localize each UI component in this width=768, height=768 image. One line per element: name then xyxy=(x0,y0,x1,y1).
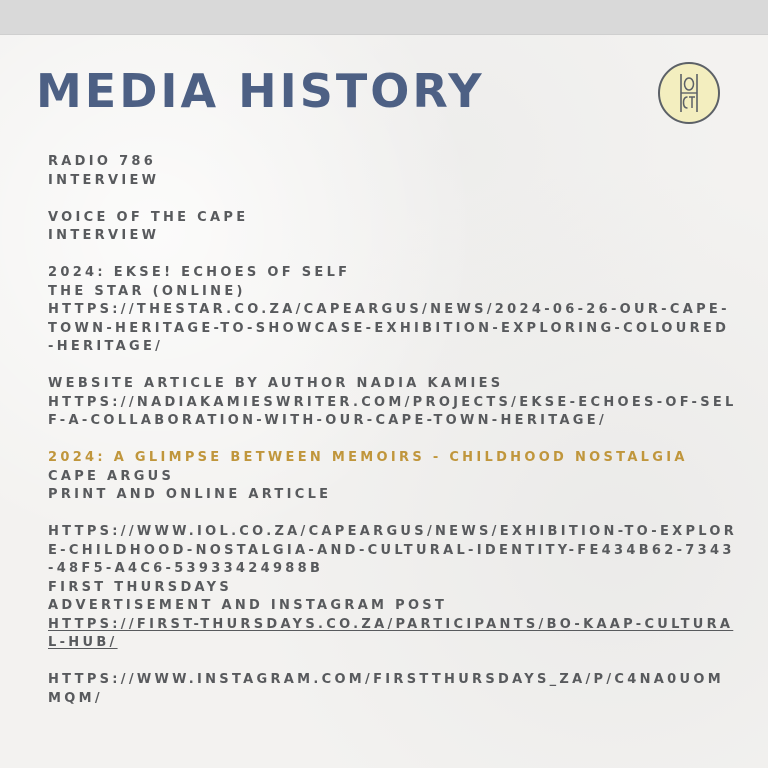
entry-glimpse-between-memoirs xyxy=(48,449,738,505)
entry-outlet: CAPE ARGUS xyxy=(48,468,175,484)
entry-outlet: RADIO 786 xyxy=(48,154,157,169)
entry-instagram xyxy=(48,671,738,708)
entry-outlet: FIRST THURSDAYS xyxy=(48,579,233,595)
entry-outlet: VOICE OF THE CAPE xyxy=(48,209,249,225)
entry-url: HTTPS://WWW.INSTAGRAM.COM/FIRSTTHURSDAYS_ZA/P/C4NA0UOMMQM/ xyxy=(48,672,724,706)
entry-title-highlight: 2024: A GLIMPSE BETWEEN MEMOIRS - CHILDHOOD NOSTALGIA xyxy=(48,450,688,465)
entry-type: INTERVIEW xyxy=(48,172,160,188)
entry-title: 2024: EKSE! ECHOES OF SELF xyxy=(48,265,351,280)
media-history-list xyxy=(48,153,738,708)
entry-ekse-echoes-of-self xyxy=(48,264,738,357)
entry-website-article xyxy=(48,375,738,431)
entry-title: WEBSITE ARTICLE BY AUTHOR NADIA KAMIES xyxy=(48,376,504,391)
entry-radio-786 xyxy=(48,153,738,190)
entry-type: ADVERTISEMENT AND INSTAGRAM POST xyxy=(48,598,448,613)
page-title: MEDIA HISTORY xyxy=(36,64,485,118)
entry-outlet: THE STAR (ONLINE) xyxy=(48,283,246,299)
entry-url: HTTPS://NADIAKAMIESWRITER.COM/PROJECTS/EKSE-ECHOES-OF-SELF-A-COLLABORATION-WITH-OUR-CAPE-TOWN-HERITAGE/ xyxy=(48,394,737,428)
top-bar xyxy=(0,0,768,35)
entry-url: HTTPS://THESTAR.CO.ZA/CAPEARGUS/NEWS/2024-06-26-OUR-CAPE-TOWN-HERITAGE-TO-SHOWCASE-EXHIBITION-EXPLORING-COLOURED-HERITAGE/ xyxy=(48,302,730,354)
entry-voice-of-the-cape xyxy=(48,209,738,246)
oct-monogram-logo xyxy=(658,62,720,124)
entry-iol-first-thursdays xyxy=(48,523,738,653)
entry-url: HTTPS://WWW.IOL.CO.ZA/CAPEARGUS/NEWS/EXHIBITION-TO-EXPLORE-CHILDHOOD-NOSTALGIA-AND-CULTURAL-IDENTITY-FE434B62-7343-48F5-A4C6-53933424988B xyxy=(48,524,738,576)
entry-type: PRINT AND ONLINE ARTICLE xyxy=(48,487,332,502)
entry-type: INTERVIEW xyxy=(48,228,160,243)
logo-monogram-icon xyxy=(660,64,718,122)
first-thursdays-link[interactable]: HTTPS://FIRST-THURSDAYS.CO.ZA/PARTICIPANTS/BO-KAAP-CULTURAL-HUB/ xyxy=(48,616,734,650)
